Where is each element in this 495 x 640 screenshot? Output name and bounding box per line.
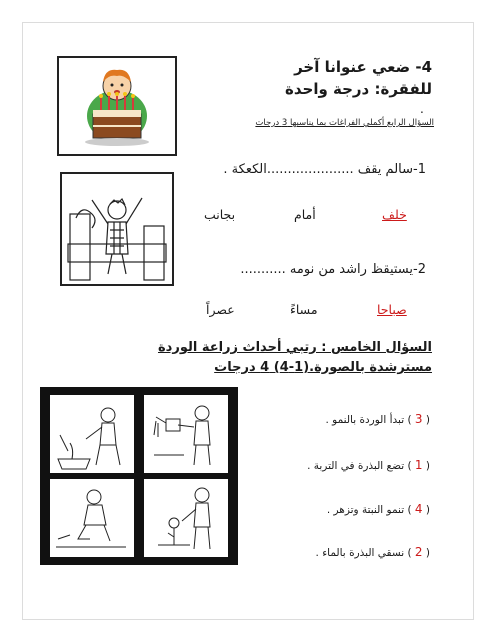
step-row-2: ( 1 ) تضع البذرة في التربة .	[307, 458, 430, 472]
step-text: تبدأ الوردة بالنمو .	[325, 414, 405, 426]
sentence-2-option-1: صباحا	[377, 302, 407, 317]
step-number: 3	[414, 412, 423, 426]
planting-panel-watering	[144, 395, 228, 473]
planting-panel-blooming	[144, 479, 228, 557]
boy-with-cake-illustration	[57, 56, 177, 156]
planting-panel-seeding	[50, 479, 134, 557]
sentence-1-option-1: خلف	[382, 207, 407, 222]
sentence-1-option-2: أمام	[294, 207, 316, 222]
sentence-1-option-3: بجانب	[204, 207, 236, 222]
sentence-2: 2-يستيقظ راشد من نومه ...........	[240, 262, 426, 277]
question-5-title: السؤال الخامس : رتبي أحداث زراعة الوردة مسترشدة بالصورة.(1-4) 4 درجات	[157, 340, 432, 375]
question-4-title: 4- ضعي عنوانا آخر للفقرة: درجة واحدة	[284, 58, 432, 98]
planting-panel-growing	[50, 395, 134, 473]
planting-sequence-illustration	[40, 387, 238, 565]
sentence-1: 1-سالم يقف .....................الكعكة .	[223, 162, 426, 177]
step-number: 2	[414, 545, 423, 559]
question-4-subtitle: السؤال الرابع أكملي الفراغات بما يناسبها 3 درجات	[255, 118, 434, 128]
step-row-3: ( 4 ) تنمو النبتة وتزهر .	[326, 502, 430, 516]
sentence-2-option-3: عصراً	[206, 302, 235, 317]
stray-dot: .	[420, 102, 424, 116]
step-text: نسقي البذرة بالماء .	[315, 547, 405, 559]
step-text: تنمو النبتة وتزهر .	[326, 504, 405, 516]
step-row-1: ( 3 ) تبدأ الوردة بالنمو .	[325, 412, 430, 426]
sentence-2-option-2: مساءً	[290, 302, 318, 317]
boy-waking-up-illustration	[60, 172, 174, 286]
step-number: 1	[414, 458, 423, 472]
step-text: تضع البذرة في التربة .	[307, 460, 405, 472]
step-row-4: ( 2 ) نسقي البذرة بالماء .	[315, 545, 430, 559]
step-number: 4	[414, 502, 423, 516]
